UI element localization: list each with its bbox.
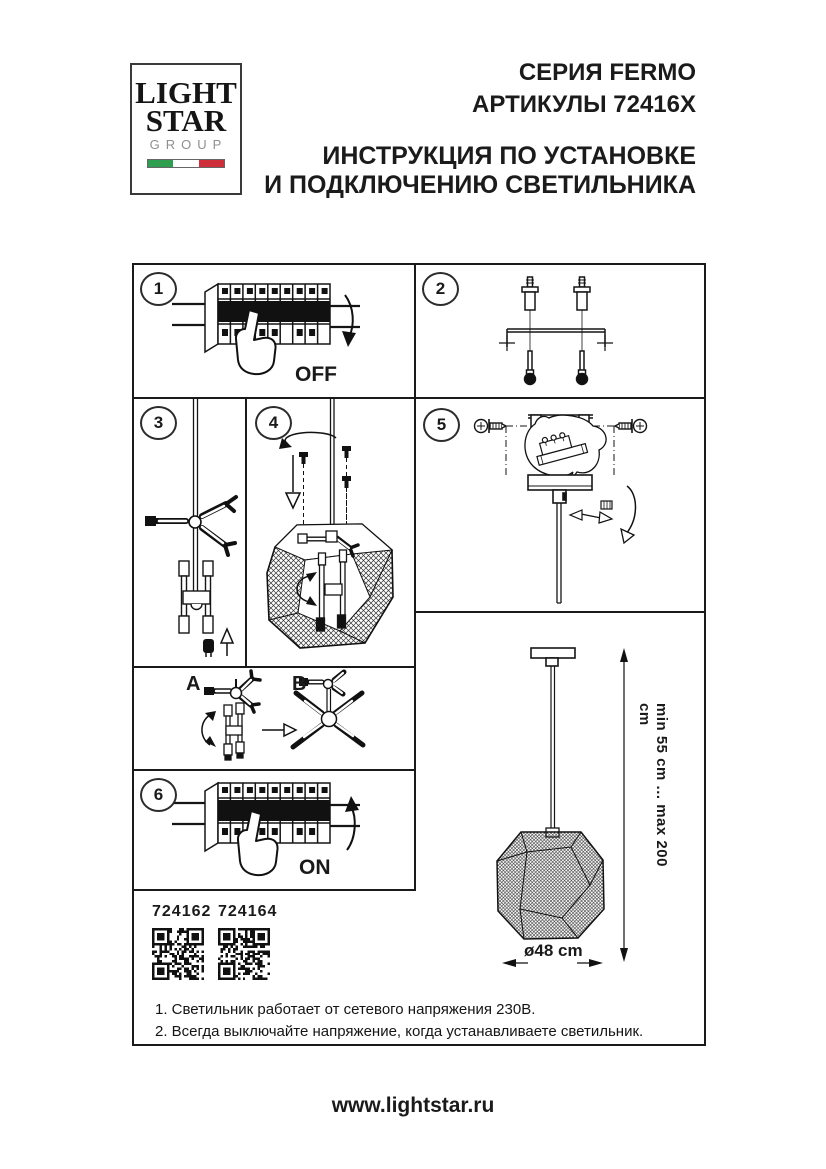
double-arrow-icon — [570, 510, 612, 523]
grub-screw-icon — [601, 501, 612, 509]
instruction-title-line2: И ПОДКЛЮЧЕНИЮ СВЕТИЛЬНИКА — [264, 171, 696, 199]
arrow-down-head — [342, 331, 356, 347]
series-title: СЕРИЯ FERMO — [518, 59, 696, 86]
wall-anchor-icon — [574, 277, 590, 310]
on-label: ON — [299, 856, 331, 879]
screw-icon — [475, 419, 507, 433]
mounting-bracket-icon — [499, 329, 613, 351]
articles-title: АРТИКУЛЫ 72416X — [472, 91, 696, 118]
folded-arms-icon — [202, 671, 260, 760]
height-dimension-line — [620, 648, 628, 962]
note-line-1: 1. Светильник работает от сетевого напряжения 230В. — [155, 1001, 536, 1018]
rod-icon — [557, 503, 561, 603]
lamp-holder-icon — [179, 561, 213, 633]
mounting-hardware-diagram — [415, 263, 706, 398]
instruction-title-line1: ИНСТРУКЦИЯ ПО УСТАНОВКЕ — [322, 142, 696, 170]
rod-assembly-diagram — [132, 398, 246, 667]
step6-panel — [132, 770, 415, 890]
step1-panel — [132, 263, 415, 398]
substep-ab-panel — [132, 667, 415, 770]
wall-anchor-icon — [522, 277, 538, 310]
arm-unfold-diagram — [132, 667, 415, 770]
step-number-badge: 3 — [140, 406, 177, 440]
arrow-up-icon — [347, 806, 355, 850]
product-code-1: 724162 — [152, 903, 212, 920]
logo-word-group: GROUP — [149, 137, 228, 152]
arrow-up-icon — [221, 629, 233, 656]
qr-code-724164 — [218, 928, 270, 980]
shade-polyhedron-icon — [497, 832, 604, 939]
step-number-badge: 5 — [423, 408, 460, 442]
italian-flag-icon — [147, 159, 225, 168]
label-a: A — [186, 673, 201, 695]
flag-white-stripe — [173, 160, 198, 167]
arrow-down-icon — [286, 455, 300, 508]
logo-word-star: STAR — [145, 103, 227, 138]
off-label: OFF — [295, 363, 337, 386]
screw-icon — [577, 351, 588, 385]
screw-icon — [299, 452, 308, 530]
label-b: B — [292, 673, 307, 695]
lightstar-logo — [130, 63, 242, 195]
step4-panel — [246, 398, 415, 667]
website-url: www.lightstar.ru — [331, 1094, 495, 1117]
rotate-arrow-icon — [279, 432, 336, 449]
flag-red-stripe — [199, 160, 224, 167]
note-line-2: 2. Всегда выключайте напряжение, когда устанавливаете светильник. — [155, 1023, 644, 1040]
screw-icon — [525, 351, 536, 385]
diameter-dimension-label: ø48 cm — [524, 941, 583, 960]
step-number-badge: 1 — [140, 272, 177, 306]
spider-bracket-icon — [145, 497, 236, 555]
step-number-badge: 4 — [255, 406, 292, 440]
arrow-right-icon — [262, 724, 296, 736]
step5-panel — [415, 398, 706, 612]
arrow-down-icon — [345, 295, 353, 337]
step2-panel — [415, 263, 706, 398]
logo-word-light: LIGHT — [135, 75, 237, 110]
flag-green-stripe — [148, 160, 173, 167]
rotate-arrow-icon — [621, 486, 636, 543]
rod-icon — [551, 666, 555, 828]
product-code-2: 724164 — [218, 903, 278, 920]
step3-panel — [132, 398, 246, 667]
step-number-badge: 2 — [422, 272, 459, 306]
height-dimension-label: min 55 cm ... max 200 cm — [636, 703, 670, 867]
qr-code-724162 — [152, 928, 204, 980]
bulb-icon — [203, 639, 214, 657]
step-number-badge: 6 — [140, 778, 177, 812]
canopy-icon — [531, 648, 575, 666]
canopy-icon — [528, 475, 592, 503]
screw-icon — [615, 419, 647, 433]
